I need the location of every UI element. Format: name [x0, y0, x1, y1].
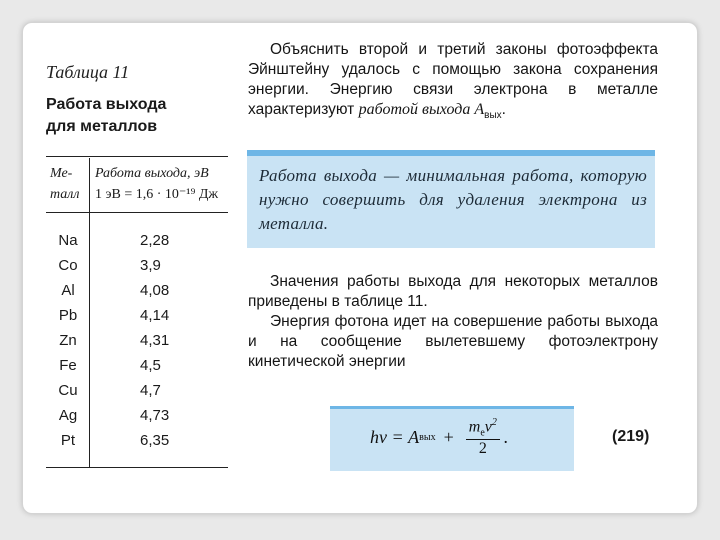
formula-box [330, 406, 574, 471]
table-reference-paragraph: Значения работы выхода для некоторых металлов приведены в таблице 11. [248, 273, 658, 310]
table-bottom-rule [46, 467, 228, 468]
kinetic-energy-fraction [466, 417, 500, 458]
work-function-column-header [95, 163, 218, 205]
work-header-line2: 1 эВ = 1,6 · 10⁻¹⁹ Дж [95, 187, 219, 202]
table-heading [46, 94, 216, 138]
fraction-numerator: $m_ev^2$ [466, 417, 500, 440]
table-heading-line2: для металлов [46, 118, 158, 135]
work-function-value: 3,9 [140, 257, 161, 274]
metal-name: Pt [60, 432, 76, 449]
metal-name: Pb [58, 307, 78, 324]
metal-column-header [50, 163, 80, 205]
work-function-term: работой выхода A [358, 101, 485, 118]
work-function-value: 4,73 [140, 407, 170, 424]
metal-name: Al [61, 282, 75, 299]
body-paragraphs [248, 272, 658, 372]
work-function-value: 6,35 [140, 432, 170, 449]
formula-plus: + [443, 426, 454, 447]
table-title: Таблица 11 [46, 62, 130, 82]
metal-name: Cu [58, 382, 78, 399]
intro-paragraph: Объяснить второй и третий законы фотоэффекта Эйнштейну удалось с помощью закона сохранения энергии. Энергию связи электрона в металле характеризуют работой выхода $A_{вых}$. [248, 41, 658, 122]
definition-text: Работа выхода — минимальная работа, которую нужно совершить для удаления электрона из металла. [259, 166, 647, 233]
work-function-value: 4,7 [140, 382, 161, 399]
work-function-value: 4,08 [140, 282, 170, 299]
metal-name: Fe [59, 357, 77, 374]
metal-name: Ag [58, 407, 78, 424]
definition-box [247, 150, 655, 248]
metal-name: Zn [59, 332, 77, 349]
formula-lhs: hν = A [370, 426, 420, 447]
work-function-value: 2,28 [140, 232, 170, 249]
metal-name: Na [58, 232, 78, 249]
formula-period: . [503, 426, 509, 447]
intro-text: Объяснить второй и третий законы фотоэффекта Эйнштейну удалось с помощью закона сохранения энергии. Энергию связи электрона в металле характеризуют [248, 41, 658, 118]
term-subscript: вых [484, 110, 502, 122]
metal-name: Co [58, 257, 78, 274]
table-header-rule [46, 212, 228, 213]
metal-header-line1: Ме- [50, 166, 73, 181]
formula-lhs-subscript: вых [419, 431, 436, 443]
metal-header-line2: талл [50, 187, 80, 202]
work-header-line1: Работа выхода, эВ [95, 166, 209, 181]
table-heading-line1: Работа выхода [46, 96, 167, 113]
work-function-value: 4,31 [140, 332, 170, 349]
einstein-equation [370, 417, 508, 458]
photon-energy-paragraph: Энергия фотона идет на совершение работы выхода и на сообщение вылетевшему фотоэлектрону кинетической энергии [248, 313, 658, 370]
table-top-rule [46, 156, 228, 157]
table-column-divider [89, 158, 90, 468]
work-function-value: 4,5 [140, 357, 161, 374]
work-function-value: 4,14 [140, 307, 170, 324]
fraction-denominator: 2 [478, 439, 487, 457]
equation-number: (219) [612, 428, 650, 445]
